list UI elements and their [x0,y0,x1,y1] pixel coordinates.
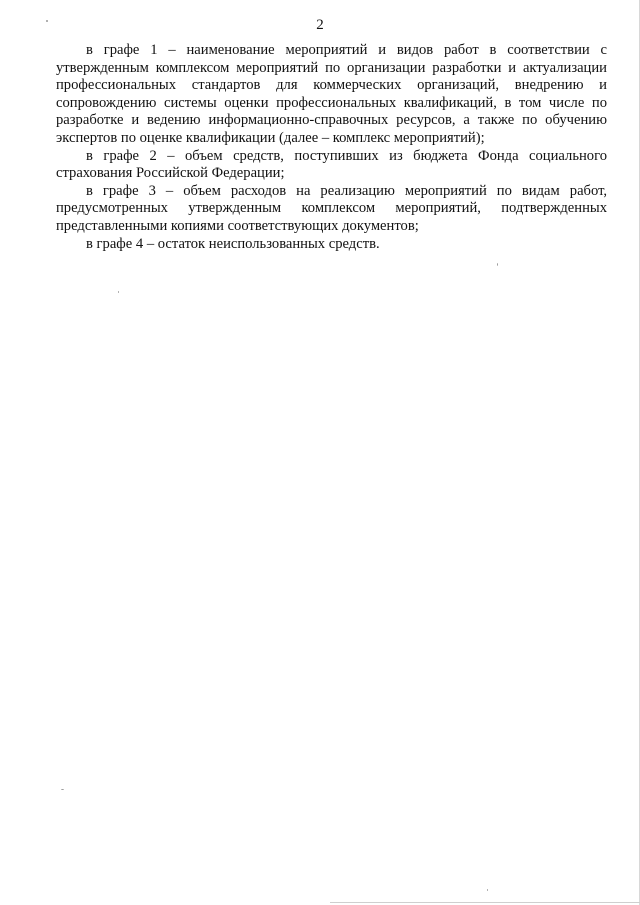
scan-speck [61,789,64,790]
paragraph-column-3: в графе 3 – объем расходов на реализацию мероприятий по видам работ, предусмотренных утвержденным комплексом мероприятий, подтвержденных представленными копиями соответствующих документов; [56,182,607,234]
paragraph-column-1: в графе 1 – наименование мероприятий и видов работ в соответствии с утвержденным комплексом мероприятий по организации разработки и актуализации профессиональных стандартов для коммерческих организаций, внедрению и сопровождению системы оценки профессиональных квалификаций, в том числе по разработке и ведению информационно-справочных ресурсов, а также по обучению экспертов по оценке квалификации (далее – комплекс мероприятий); [56,42,607,146]
document-body [56,42,607,253]
paragraph-column-2: в графе 2 – объем средств, поступивших из бюджета Фонда социального страхования Российской Федерации; [56,147,607,182]
scan-speck [46,20,48,22]
scan-speck [487,889,488,891]
page-number: 2 [316,17,324,33]
scan-speck [497,263,498,266]
page-edge-shadow [330,902,640,903]
scan-speck [118,291,119,293]
paragraph-column-4: в графе 4 – остаток неиспользованных средств. [86,235,380,252]
